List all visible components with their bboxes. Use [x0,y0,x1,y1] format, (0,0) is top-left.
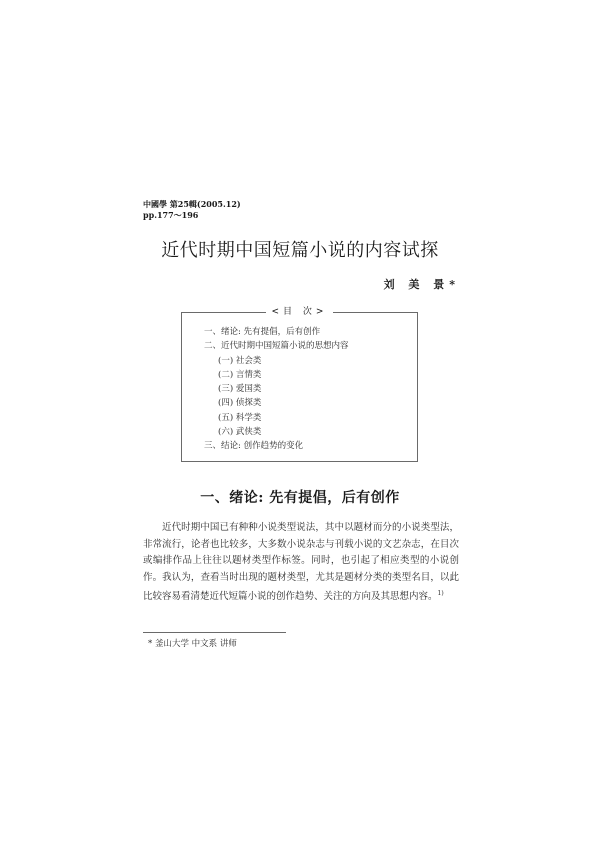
toc-subitem: (四) 侦探类 [218,398,262,409]
journal-name-issue: 中國學 第25輯(2005.12) [143,199,241,209]
toc-heading-label: <目 次> [266,307,334,317]
journal-info [143,199,241,221]
toc-subitem: (三) 爱国类 [218,384,262,395]
toc-item: 二、近代时期中国短篇小说的思想内容 [204,341,349,352]
toc-item: 三、结论: 创作趋势的变化 [204,441,304,452]
toc-list [204,325,349,454]
author-name: 刘 美 景* [383,278,460,291]
footnote-reference: 1) [437,590,444,597]
paper-title: 近代时期中国短篇小说的内容试探 [161,240,439,261]
paragraph-text: 近代时期中国已有种种小说类型说法，其中以题材而分的小说类型法，非常流行，论者也比较多，大多数小说杂志与刊载小说的文艺杂志，在目次或编排作品上往往以题材类型作标签。同时，也引起了相应类型的小说创作。我认为，查看当时出现的题材类型，尤其是题材分类的类型名目，以此比较容易看清楚近代短篇小说的创作趋势、关注的方向及其思想内容。 [143,522,459,603]
footnote-divider [143,632,286,633]
toc-subitem: (二) 言情类 [218,369,262,380]
footnote: * 釜山大学 中文系 讲师 [148,639,237,649]
body-paragraph [143,520,459,606]
toc-subitem: (一) 社会类 [218,355,262,366]
toc-item: 一、绪论: 先有提倡，后有创作 [204,327,321,337]
toc-heading [182,306,417,318]
table-of-contents [181,307,418,462]
section-heading: 一、绪论: 先有提倡，后有创作 [200,490,400,506]
toc-subitem: (五) 科学类 [218,412,262,423]
toc-subitem: (六) 武侠类 [218,427,262,438]
journal-pages: pp.177～196 [143,210,199,220]
